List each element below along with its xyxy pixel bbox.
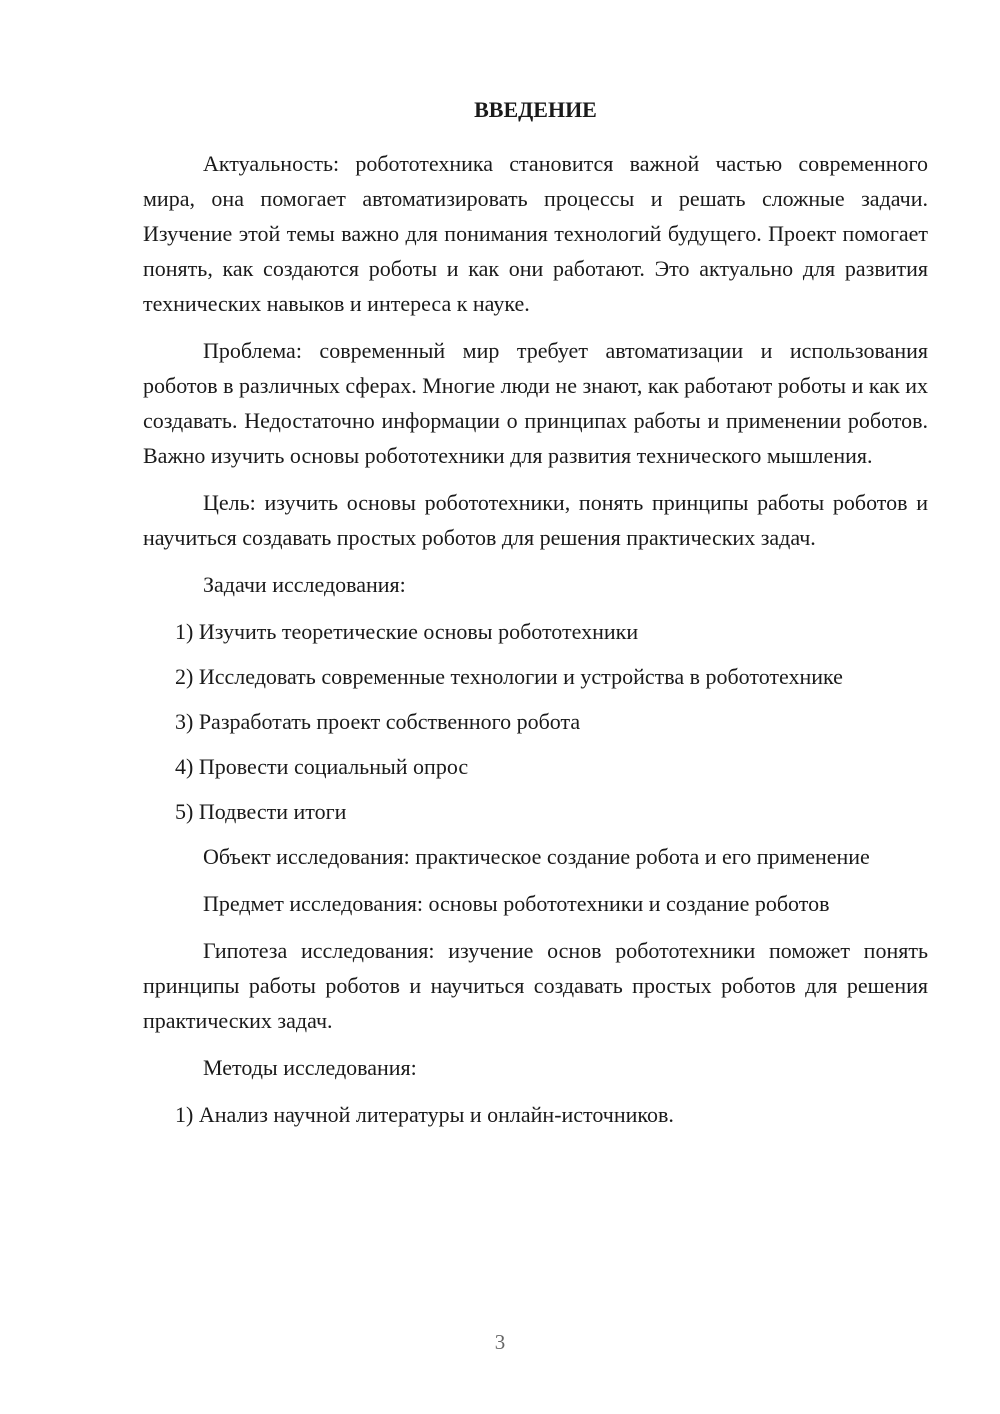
method-item: 1) Анализ научной литературы и онлайн-источников. xyxy=(175,1102,674,1127)
tasks-heading: Задачи исследования: xyxy=(203,572,406,597)
problem-paragraph: Проблема: современный мир требует автоматизации и использования роботов в различных сферах. Многие люди не знают, как работают роботы и как их создавать. Недостаточно информации о принципах работы и применении роботов. Важно изучить основы робототехники для развития технического мышления. xyxy=(143,338,928,468)
task-item: 5) Подвести итоги xyxy=(175,799,347,824)
page-number: 3 xyxy=(494,1330,506,1354)
task-item: 3) Разработать проект собственного робота xyxy=(175,709,581,734)
hypothesis-paragraph: Гипотеза исследования: изучение основ робототехники поможет понять принципы работы роботов и научиться создавать простых роботов для решения практических задач. xyxy=(143,938,928,1033)
page-title: ВВЕДЕНИЕ xyxy=(474,97,597,122)
subject-paragraph: Предмет исследования: основы робототехники и создание роботов xyxy=(203,891,830,916)
task-item: 1) Изучить теоретические основы робототехники xyxy=(175,619,639,644)
page-body xyxy=(143,92,928,1142)
relevance-paragraph: Актуальность: робототехника становится важной частью современного мира, она помогает автоматизировать процессы и решать сложные задачи. Изучение этой темы важно для понимания технологий будущего. Проект помогает понять, как создаются роботы и как они работают. Это актуально для развития технических навыков и интереса к науке. xyxy=(143,151,928,316)
task-item: 4) Провести социальный опрос xyxy=(175,754,469,779)
goal-paragraph: Цель: изучить основы робототехники, понять принципы работы роботов и научиться создавать простых роботов для решения практических задач. xyxy=(143,490,928,550)
task-item: 2) Исследовать современные технологии и устройства в робототехнике xyxy=(175,664,843,689)
object-paragraph: Объект исследования: практическое создание робота и его применение xyxy=(203,844,870,869)
methods-heading: Методы исследования: xyxy=(203,1055,417,1080)
